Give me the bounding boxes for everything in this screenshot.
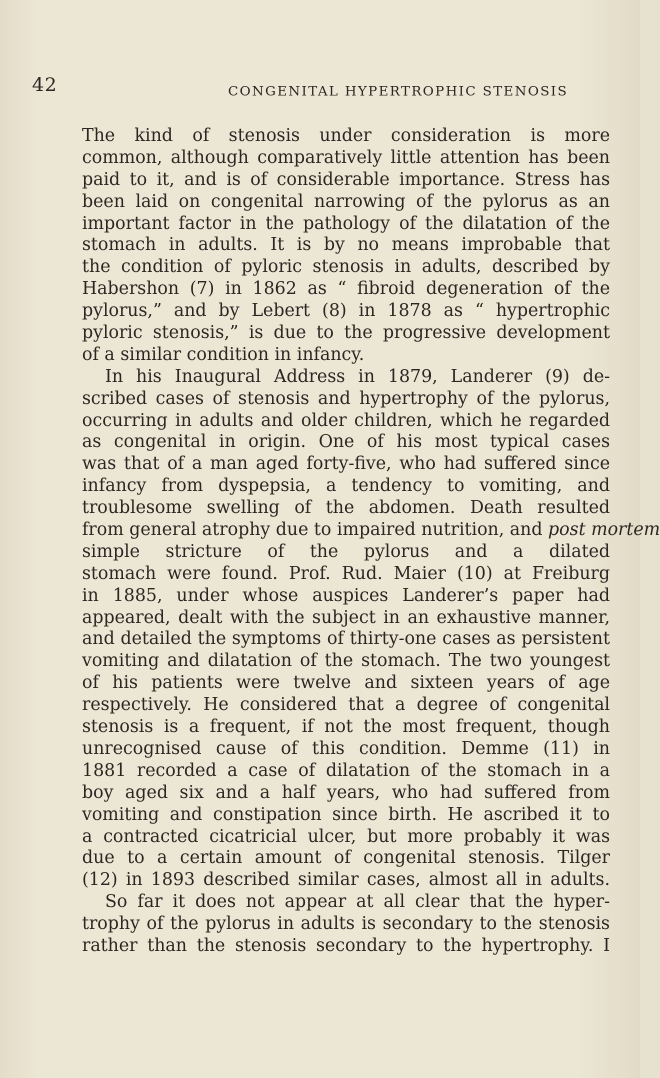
- text-line: common, although comparatively little attention has been: [82, 147, 610, 168]
- text-line: and detailed the symptoms of thirty-one cases as persistent: [82, 629, 610, 650]
- text-line: Habershon (7) in 1862 as “ fibroid degeneration of the: [82, 279, 610, 300]
- text-line: vomiting and dilatation of the stomach. The two youngest: [82, 651, 610, 672]
- text-run: from general atrophy due to impaired nutrition, and: [82, 520, 549, 541]
- text-line: [82, 520, 660, 542]
- running-head: CONGENITAL HYPERTROPHIC STENOSIS: [228, 84, 569, 100]
- text-line: important factor in the pathology of the dilatation of the: [82, 213, 610, 234]
- text-line: was that of a man aged forty-five, who had suffered since: [82, 454, 610, 475]
- text-line: pyloric stenosis,” is due to the progressive development: [82, 323, 610, 344]
- text-line: vomiting and constipation since birth. He ascribed it to: [82, 804, 610, 825]
- text-line: in 1885, under whose auspices Landerer’s paper had: [82, 585, 610, 606]
- text-line: troublesome swelling of the abdomen. Death resulted: [82, 498, 610, 519]
- text-line: unrecognised cause of this condition. Demme (11) in: [82, 738, 610, 759]
- text-line: rather than the stenosis secondary to the hypertrophy. I: [82, 935, 610, 956]
- text-line: simple stricture of the pylorus and a dilated: [82, 541, 610, 562]
- text-line: stomach were found. Prof. Rud. Maier (10) at Freiburg: [82, 563, 610, 584]
- text-line: appeared, dealt with the subject in an exhaustive manner,: [82, 607, 610, 628]
- text-line: paid to it, and is of considerable importance. Stress has: [82, 169, 610, 190]
- text-line: been laid on congenital narrowing of the pylorus as an: [82, 191, 610, 212]
- text-line: stenosis is a frequent, if not the most frequent, though: [82, 717, 610, 738]
- text-line: of his patients were twelve and sixteen years of age: [82, 673, 610, 694]
- text-line: the condition of pyloric stenosis in adults, described by: [82, 257, 610, 278]
- text-line: So far it does not appear at all clear that the hyper-: [105, 892, 610, 913]
- text-line: trophy of the pylorus in adults is secondary to the stenosis: [82, 914, 610, 935]
- text-line: infancy from dyspepsia, a tendency to vomiting, and: [82, 476, 610, 497]
- text-line: In his Inaugural Address in 1879, Landerer (9) de-: [105, 366, 610, 387]
- page-number: 42: [32, 74, 58, 96]
- body-text: [82, 126, 660, 958]
- text-line: respectively. He considered that a degree of congenital: [82, 695, 610, 716]
- text-line: as congenital in origin. One of his most typical cases: [82, 432, 610, 453]
- text-line: due to a certain amount of congenital stenosis. Tilger: [82, 848, 610, 869]
- text-line: scribed cases of stenosis and hypertrophy of the pylorus,: [82, 388, 610, 409]
- text-line: The kind of stenosis under consideration is more: [82, 126, 610, 146]
- text-line: occurring in adults and older children, which he regarded: [82, 410, 610, 431]
- italic-phrase: post mortem: [548, 520, 660, 541]
- text-line: 1881 recorded a case of dilatation of the stomach in a: [82, 760, 610, 781]
- text-line: stomach in adults. It is by no means improbable that: [82, 235, 610, 256]
- text-line: (12) in 1893 described similar cases, almost all in adults.: [82, 870, 610, 891]
- text-line: pylorus,” and by Lebert (8) in 1878 as “ hypertrophic: [82, 301, 610, 322]
- text-line: of a similar condition in infancy.: [82, 344, 365, 365]
- text-line: a contracted cicatricial ulcer, but more probably it was: [82, 826, 610, 847]
- text-line: boy aged six and a half years, who had suffered from: [82, 782, 610, 803]
